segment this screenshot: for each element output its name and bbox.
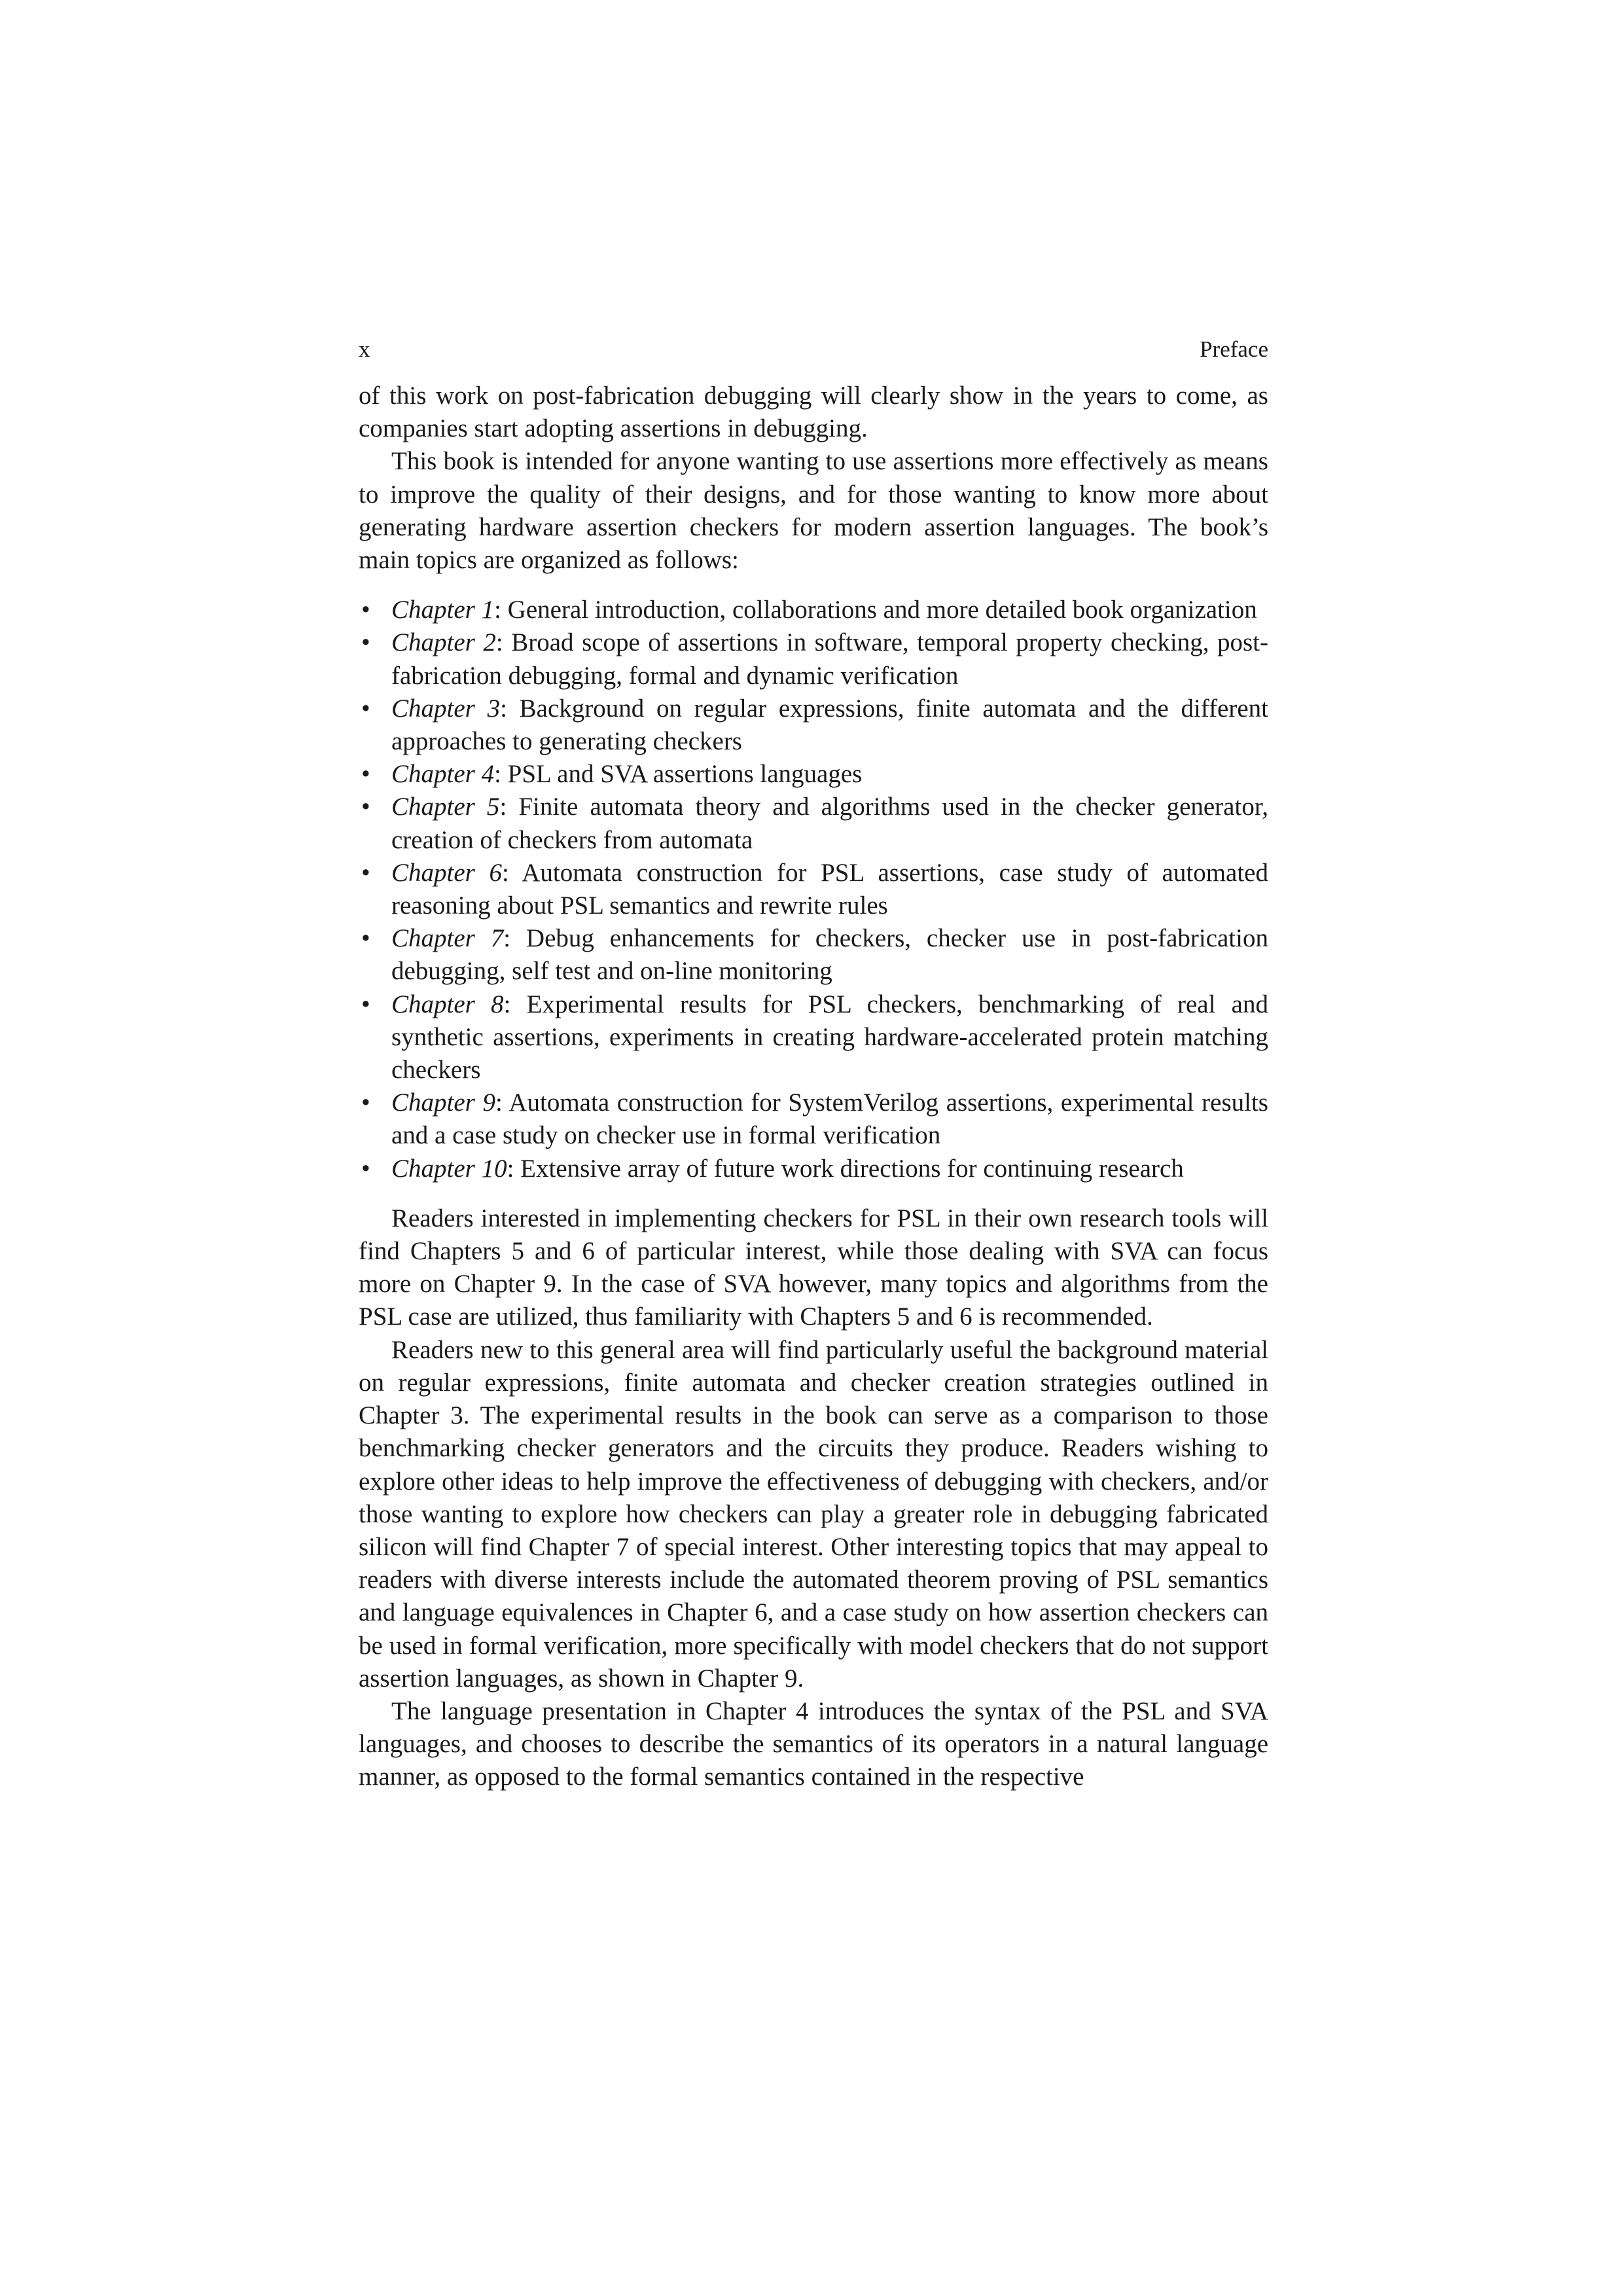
- chapter-description: : Automata construction for SystemVerilog assertions, experimental results and a case study on checker use in formal verification: [391, 1088, 1268, 1150]
- bullet-icon: •: [361, 596, 370, 624]
- chapter-description: : Debug enhancements for checkers, checker use in post-fabrication debugging, self test and on-line monitoring: [391, 924, 1268, 986]
- paragraph: This book is intended for anyone wanting to use assertions more effectively as means to improve the quality of their designs, and for those wanting to know more about generating hardware assertion checkers for modern assertion languages. The book’s main topics are organized as follows:: [359, 447, 1268, 575]
- list-item: [359, 922, 1268, 988]
- bullet-icon: •: [361, 760, 370, 789]
- chapter-name: Chapter 2: [391, 628, 496, 657]
- list-item: [359, 791, 1268, 856]
- chapter-name: Chapter 6: [391, 858, 502, 887]
- bullet-icon: •: [361, 628, 370, 657]
- chapter-description: : PSL and SVA assertions languages: [494, 760, 863, 789]
- list-item: [359, 594, 1268, 626]
- chapter-name: Chapter 1: [391, 596, 495, 624]
- chapter-description: : Automata construction for PSL assertions, case study of automated reasoning about PSL semantics and rewrite rules: [391, 858, 1268, 920]
- chapter-name: Chapter 4: [391, 760, 495, 789]
- paragraph: The language presentation in Chapter 4 introduces the syntax of the PSL and SVA languages, and chooses to describe the semantics of its operators in a natural language manner, as opposed to the formal semantics contained in the respective: [359, 1696, 1268, 1791]
- bullet-icon: •: [361, 858, 370, 887]
- bullet-icon: •: [361, 1154, 370, 1183]
- section-title: Preface: [1200, 336, 1268, 362]
- book-page: [359, 334, 1268, 1794]
- paragraph: Readers new to this general area will find particularly useful the background material on regular expressions, finite automata and checker creation strategies outlined in Chapter 3. The experimental results in the book can serve as a comparison to those benchmarking checker generators and the circuits they produce. Readers wishing to explore other ideas to help improve the effectiveness of debugging with checkers, and/or those wanting to explore how checkers can play a greater role in debugging fabricated silicon will find Chapter 7 of special interest. Other interesting topics that may appeal to readers with diverse interests include the automated theorem proving of PSL semantics and language equivalences in Chapter 6, and a case study on how assertion checkers can be used in formal verification, more specifically with model checkers that do not support assertion languages, as shown in Chapter 9.: [359, 1335, 1268, 1693]
- chapter-description: : Extensive array of future work directions for continuing research: [507, 1154, 1184, 1183]
- chapter-name: Chapter 9: [391, 1088, 495, 1117]
- chapter-description: : Background on regular expressions, finite automata and the different approaches to generating checkers: [391, 694, 1268, 756]
- chapter-name: Chapter 5: [391, 793, 500, 821]
- list-item: [359, 626, 1268, 692]
- page-number: x: [359, 336, 370, 362]
- list-item: [359, 857, 1268, 922]
- bullet-icon: •: [361, 793, 370, 821]
- list-item: [359, 758, 1268, 791]
- running-head: [359, 334, 1268, 365]
- chapter-description: : General introduction, collaborations and more detailed book organization: [494, 596, 1257, 624]
- chapter-list: [359, 594, 1268, 1185]
- paragraph: Readers interested in implementing checkers for PSL in their own research tools will find Chapters 5 and 6 of particular interest, while those dealing with SVA can focus more on Chapter 9. In the case of SVA however, many topics and algorithms from the PSL case are utilized, thus familiarity with Chapters 5 and 6 is recommended.: [359, 1204, 1268, 1331]
- chapter-name: Chapter 8: [391, 990, 504, 1018]
- list-item: [359, 1086, 1268, 1152]
- chapter-name: Chapter 7: [391, 924, 504, 953]
- bullet-icon: •: [361, 694, 370, 723]
- list-item: [359, 692, 1268, 758]
- bullet-icon: •: [361, 1088, 370, 1117]
- bullet-icon: •: [361, 990, 370, 1018]
- list-item: [359, 988, 1268, 1087]
- bullet-icon: •: [361, 924, 370, 953]
- paragraph: of this work on post-fabrication debugging will clearly show in the years to come, as companies start adopting assertions in debugging.: [359, 382, 1268, 443]
- chapter-name: Chapter 3: [391, 694, 501, 723]
- chapter-description: : Finite automata theory and algorithms used in the checker generator, creation of checkers from automata: [391, 793, 1268, 854]
- list-item: [359, 1153, 1268, 1185]
- chapter-description: : Broad scope of assertions in software, temporal property checking, post-fabrication debugging, formal and dynamic verification: [391, 628, 1268, 690]
- chapter-description: : Experimental results for PSL checkers, benchmarking of real and synthetic assertions, experiments in creating hardware-accelerated protein matching checkers: [391, 990, 1268, 1085]
- body-text: [359, 380, 1268, 1794]
- chapter-name: Chapter 10: [391, 1154, 507, 1183]
